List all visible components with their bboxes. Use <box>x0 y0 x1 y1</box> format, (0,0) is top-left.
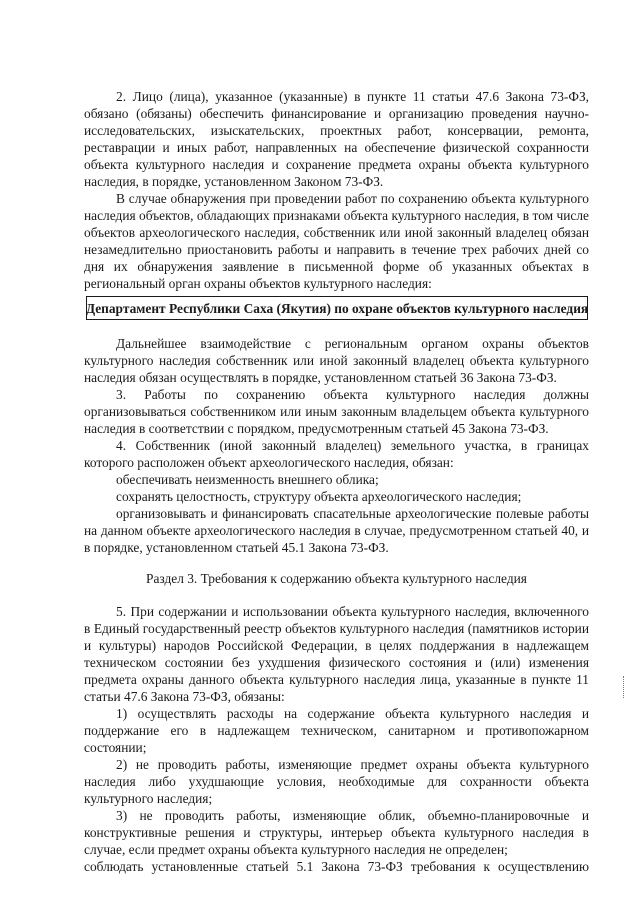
paragraph: 2. Лицо (лица), указанное (указанные) в пункте 11 статьи 47.6 Закона 73-ФЗ, обязано (обязаны) обеспечить финансирование и организацию проведения научно-исследовательских, изыскательских, проектных работ, консервации, ремонта, реставрации и иных работ, направленных на обеспечение физической сохранности объекта культурного наследия и сохранение предмета охраны объекта культурного наследия, в порядке, установленном Законом 73-ФЗ. <box>84 89 589 189</box>
list-item: обеспечивать неизменность внешнего облика; <box>116 472 379 487</box>
scan-margin-mark <box>623 676 626 698</box>
paragraph: соблюдать установленные статьей 5.1 Закона 73-ФЗ требования к осуществлению <box>84 859 589 874</box>
paragraph: 5. При содержании и использовании объекта культурного наследия, включенного в Единый государственный реестр объектов культурного наследия (памятников истории и культуры) народов Российской Федерации, в целях поддержания в надлежащем техническом состоянии без ухудшения физического состояния и (или) изменения предмета охраны данного объекта культурного наследия лица, указанные в пункте 11 статьи 47.6 Закона 73-ФЗ, обязаны: <box>84 604 589 704</box>
section-heading: Раздел 3. Требования к содержанию объекта культурного наследия <box>146 571 527 586</box>
paragraph: Дальнейшее взаимодействие с региональным органом охраны объектов культурного наследия собственник или иной законный владелец объекта культурного наследия обязан осуществлять в порядке, установленном статьей 36 Закона 73-ФЗ. <box>84 336 589 385</box>
list-item: 2) не проводить работы, изменяющие предмет охраны объекта культурного наследия либо ухудшающие условия, необходимые для сохранности объекта культурного наследия; <box>84 757 589 806</box>
list-item: 3) не проводить работы, изменяющие облик, объемно-планировочные и конструктивные решения и структуры, интерьер объекта культурного наследия в случае, если предмет охраны объекта культурного наследия не определен; <box>84 808 589 857</box>
organization-box: Департамент Республики Саха (Якутия) по охране объектов культурного наследия <box>86 296 588 320</box>
text-block-2 <box>84 335 589 556</box>
list-item: организовывать и финансировать спасательные археологические полевые работы на данном объекте археологического наследия в случае, предусмотренном статьей 40, и в порядке, установленном статьей 45.1 Закона 73-ФЗ. <box>84 506 589 555</box>
text-block-1 <box>84 88 589 292</box>
paragraph: 4. Собственник (иной законный владелец) земельного участка, в границах которого расположен объект археологического наследия, обязан: <box>84 438 589 470</box>
list-item: сохранять целостность, структуру объекта археологического наследия; <box>116 489 522 504</box>
list-item: 1) осуществлять расходы на содержание объекта культурного наследия и поддержание его в надлежащем техническом, санитарном и противопожарном состоянии; <box>84 706 589 755</box>
text-block-3 <box>84 603 589 875</box>
paragraph: В случае обнаружения при проведении работ по сохранению объекта культурного наследия объектов, обладающих признаками объекта культурного наследия, в том числе объектов археологического наследия, собственник или иной законный владелец обязан незамедлительно приостановить работы и направить в течение трех рабочих дней со дня их обнаружения заявление в письменной форме об указанных объектах в региональный орган охраны объектов культурного наследия: <box>84 191 589 291</box>
paragraph: 3. Работы по сохранению объекта культурного наследия должны организовываться собственником или иным законным владельцем объекта культурного наследия в соответствии с порядком, предусмотренным статьей 45 Закона 73-ФЗ. <box>84 387 589 436</box>
